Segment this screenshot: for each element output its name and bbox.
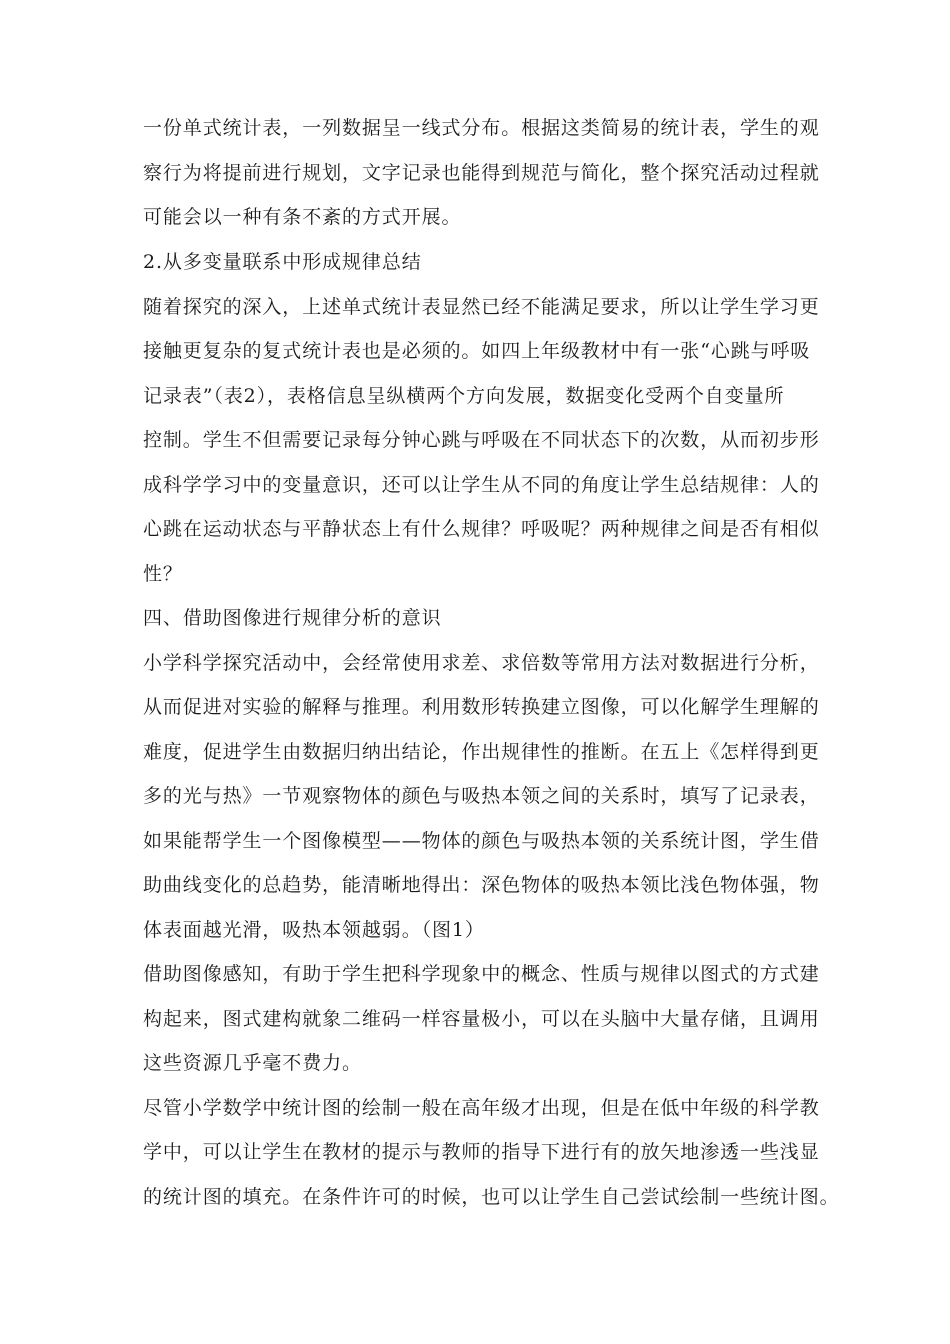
text-line: 多的光与热》一节观察物体的颜色与吸热本领之间的关系时，填写了记录表， [143,785,820,807]
text-line: 构起来，图式建构就象二维码一样容量极小，可以在头脑中大量存储，且调用 [143,1008,820,1030]
text-line: 随着探究的深入，上述单式统计表显然已经不能满足要求，所以让学生学习更 [143,296,820,318]
text-line: 如果能帮学生一个图像模型——物体的颜色与吸热本领的关系统计图，学生借 [143,830,820,852]
text-line: 难度，促进学生由数据归纳出结论，作出规律性的推断。在五上《怎样得到更 [143,741,820,763]
text-line: 可能会以一种有条不紊的方式开展。 [143,206,462,228]
text-line: 助曲线变化的总趋势，能清晰地得出：深色物体的吸热本领比浅色物体强，物 [143,874,820,896]
text-line: 体表面越光滑，吸热本领越弱。（图1） [143,919,485,941]
text-line: 的统计图的填充。在条件许可的时候，也可以让学生自己尝试绘制一些统计图。 [143,1186,840,1208]
text-line: 心跳在运动状态与平静状态上有什么规律？呼吸呢？两种规律之间是否有相似 [143,518,820,540]
text-line: 接触更复杂的复式统计表也是必须的。如四上年级教材中有一张“心跳与呼吸 [143,340,811,362]
text-line: 尽管小学数学中统计图的绘制一般在高年级才出现，但是在低中年级的科学教 [143,1097,820,1119]
text-line: 从而促进对实验的解释与推理。利用数形转换建立图像，可以化解学生理解的 [143,696,820,718]
text-line: 察行为将提前进行规划，文字记录也能得到规范与简化，整个探究活动过程就 [143,162,820,184]
text-line: 控制。学生不但需要记录每分钟心跳与呼吸在不同状态下的次数，从而初步形 [143,429,820,451]
section-heading: 四、借助图像进行规律分析的意识 [143,607,442,629]
text-line: 这些资源几乎毫不费力。 [143,1052,362,1074]
text-line: 记录表”（表2），表格信息呈纵横两个方向发展，数据变化受两个自变量所 [143,385,785,407]
text-line: 一份单式统计表，一列数据呈一线式分布。根据这类简易的统计表，学生的观 [143,117,820,139]
text-line: 小学科学探究活动中，会经常使用求差、求倍数等常用方法对数据进行分析， [143,652,820,674]
text-line: 学中，可以让学生在教材的提示与教师的指导下进行有的放矢地渗透一些浅显 [143,1141,820,1163]
section-heading: 2.从多变量联系中形成规律总结 [143,251,422,273]
text-line: 成科学学习中的变量意识，还可以让学生从不同的角度让学生总结规律：人的 [143,474,820,496]
text-line: 借助图像感知，有助于学生把科学现象中的概念、性质与规律以图式的方式建 [143,963,820,985]
text-line: 性？ [143,563,183,585]
